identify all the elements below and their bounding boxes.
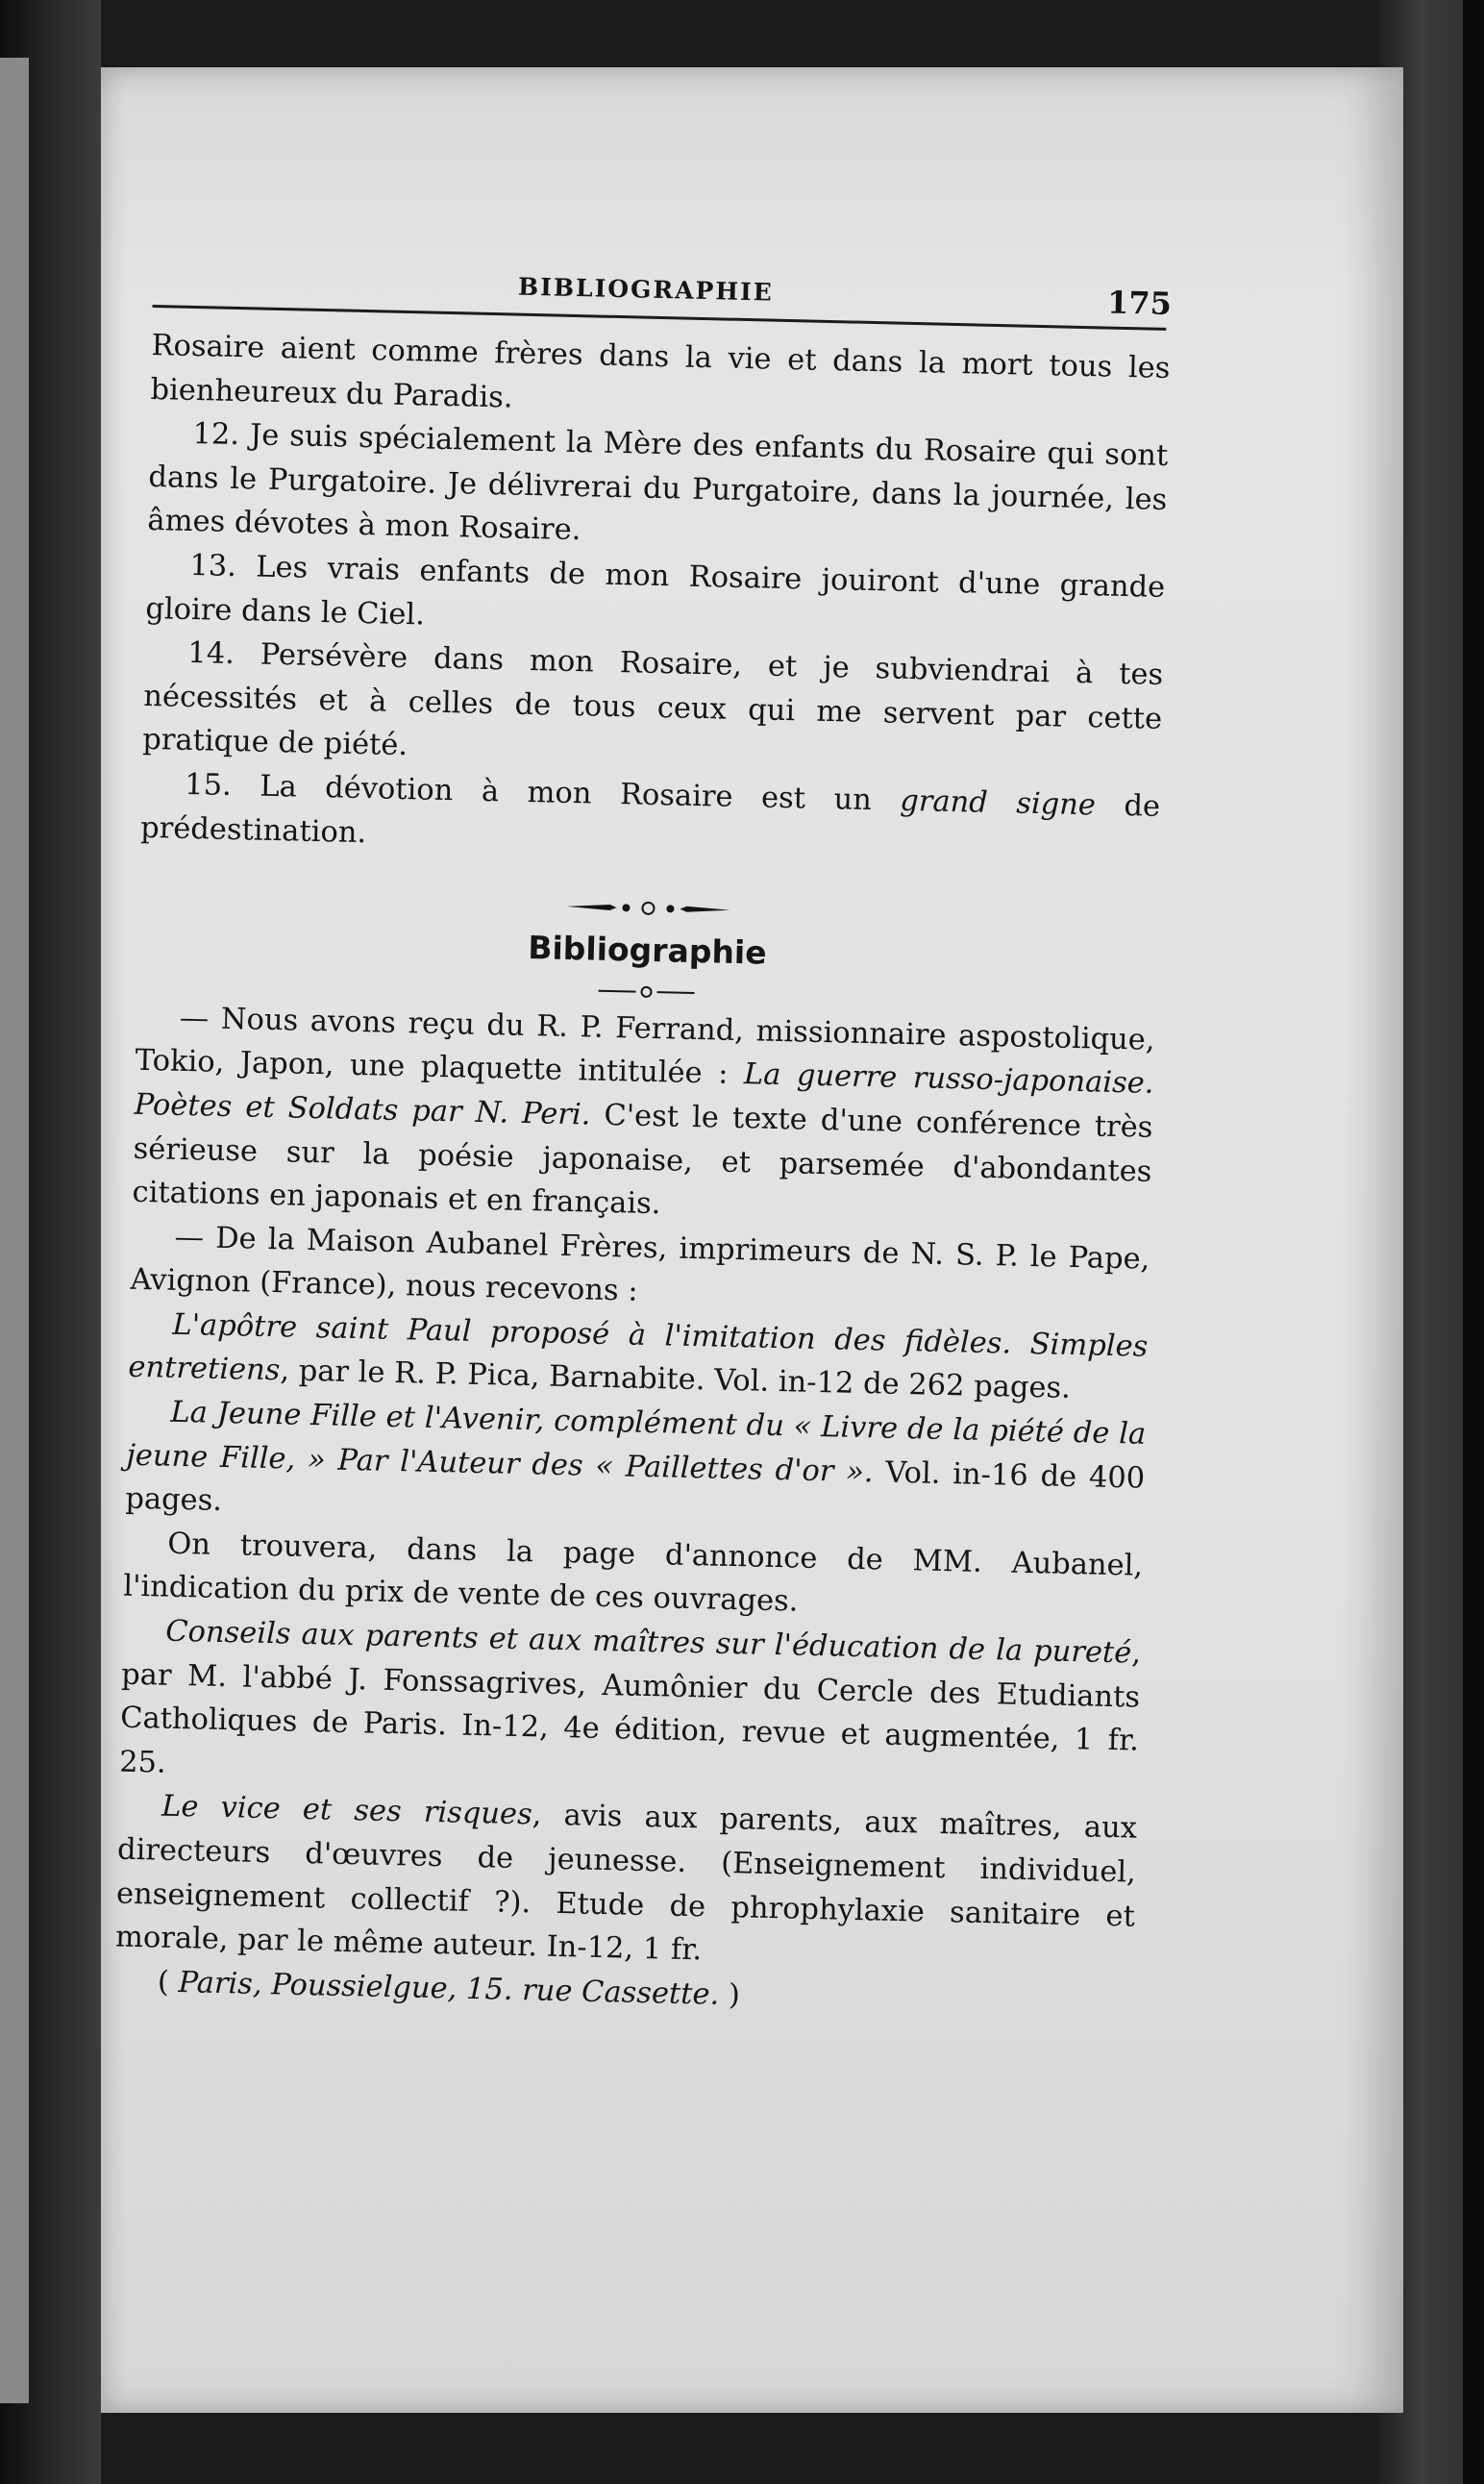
publisher-open-paren: ( [157,1965,180,2000]
biblio-conseils-desc: , par M. l'abbé J. Fonssagrives, Aumônier du Cercle des Etudiants Catholiques de Paris. In-12, 4e édition, revue et augmentée, 1 fr. 25. [118,1636,1142,1780]
paragraph-13: 13. Les vrais enfants de mon Rosaire jouiront d'une grande gloire dans le Ciel. [145,548,1166,633]
running-title: BIBLIOGRAPHIE [517,272,775,307]
paragraph-15-italic: grand signe [899,783,1097,823]
biblio-jeune-fille [125,1390,1147,1545]
publisher-close-paren: ) [718,1977,741,2013]
page-content [114,245,1173,2013]
biblio-ferrand [132,996,1155,1238]
biblio-conseils-title: Conseils aux parents et aux maîtres sur l'éducation de la pureté [164,1614,1132,1671]
publisher-address: Paris, Poussielgue, 15. rue Cassette. [178,1965,720,2012]
biblio-vice-desc: , avis aux parents, aux maîtres, aux directeurs d'œuvres de jeunesse. (Enseignement individuel, enseignement collectif ?). Etude de phrophylaxie sanitaire et morale, par le même auteur. In-12, 1 fr. [114,1798,1138,1968]
section-title: Bibliographie [527,929,768,972]
biblio-jeune-fille-title: La Jeune Fille et l'Avenir, complément du « Livre de la piété de la jeune Fille, » Par l'Auteur des « Paillettes d'or ». [126,1395,1147,1489]
paragraph-continued: Rosaire aient comme frères dans la vie et dans la mort tous les bienheureux du Paradis. [150,328,1171,415]
body-text [113,324,1170,2026]
small-rule-icon [593,979,700,1004]
running-head [153,245,1173,326]
page-number: 175 [1106,284,1173,323]
biblio-jeune-fille-desc: Vol. in-16 de 400 pages. [125,1454,1146,1519]
ornament-divider-icon [556,892,740,925]
paragraph-15-end: de prédestination. [139,788,1161,850]
biblio-saint-paul-title: L'apôtre saint Paul proposé à l'imitation des fidèles. Simples entretiens [128,1307,1149,1388]
book-page [101,67,1403,2413]
biblio-conseils [119,1609,1142,1807]
biblio-aubanel: — De la Maison Aubanel Frères, imprimeurs de N. S. P. le Pape, Avignon (France), nous recevons : [130,1220,1150,1308]
paragraph-14: 14. Persévère dans mon Rosaire, et je subviendrai à tes nécessités et à celles de tous ceux qui me servent par cette pratique de piété. [141,636,1164,763]
scan-left-strip [0,58,29,2403]
scan-right-strip [1463,0,1484,2484]
biblio-vice-title: Le vice et ses risques [161,1790,533,1832]
biblio-vice [115,1784,1138,1982]
biblio-prix: On trouvera, dans la page d'annonce de MM. Aubanel, l'indication du prix de vente de ces ouvrages. [122,1527,1144,1620]
biblio-ferrand-desc: C'est le texte d'une conférence très sérieuse sur la poésie japonaise, et parsemée d'abondantes citations en japonais et en français. [132,1098,1153,1222]
paragraph-12: 12. Je suis spécialement la Mère des enfants du Rosaire qui sont dans le Purgatoire. Je délivrerai du Purgatoire, dans la journée, les âmes dévotes à mon Rosaire. [147,417,1169,548]
biblio-saint-paul-desc: , par le R. P. Pica, Barnabite. Vol. in-12 de 262 pages. [280,1354,1072,1406]
paragraph-15-text: 15. La dévotion à mon Rosaire est un [184,767,901,818]
biblio-ferrand-title: La guerre russo-japonaise. Poètes et Soldats par N. Peri. [134,1057,1154,1132]
biblio-ferrand-intro: — Nous avons reçu du R. P. Ferrand, missionnaire aspostolique, Tokio, Japon, une plaquette intitulée : [135,1001,1155,1092]
